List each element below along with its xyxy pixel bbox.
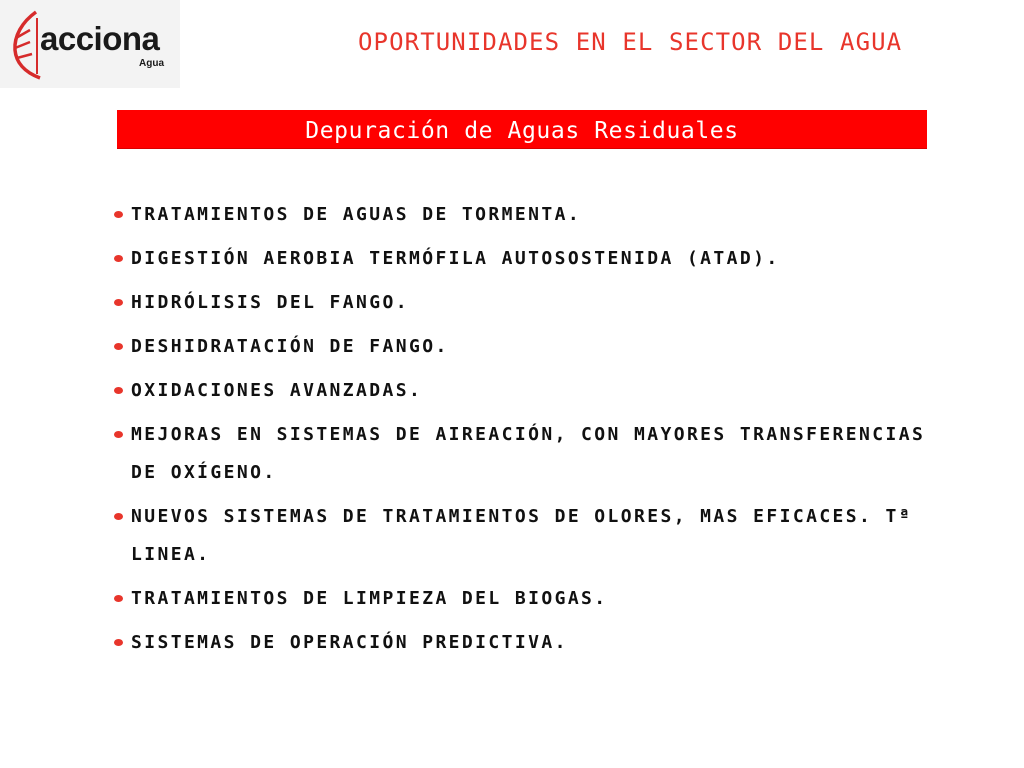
- bullet-text: MEJORAS EN SISTEMAS DE AIREACIÓN, CON MAYORES TRANSFERENCIAS DE OXÍGENO.: [131, 424, 926, 483]
- bullet-dot-icon: [114, 431, 123, 438]
- logo: [0, 0, 180, 88]
- logo-name: acciona: [40, 20, 160, 57]
- bullet-dot-icon: [114, 595, 123, 602]
- bullet-item: [112, 328, 962, 366]
- bullet-item: [112, 196, 962, 234]
- page-title: OPORTUNIDADES EN EL SECTOR DEL AGUA: [358, 28, 903, 56]
- bullet-dot-icon: [114, 299, 123, 306]
- bullet-dot-icon: [114, 343, 123, 350]
- bullet-item: [112, 240, 962, 278]
- bullet-item: [112, 580, 962, 618]
- bullet-text: TRATAMIENTOS DE LIMPIEZA DEL BIOGAS.: [131, 588, 608, 609]
- logo-subtitle: Agua: [139, 58, 164, 69]
- bullet-text: SISTEMAS DE OPERACIÓN PREDICTIVA.: [131, 632, 568, 653]
- bullet-dot-icon: [114, 513, 123, 520]
- bullet-item: [112, 416, 962, 492]
- bullet-dot-icon: [114, 639, 123, 646]
- bullet-text: OXIDACIONES AVANZADAS.: [131, 380, 423, 401]
- bullet-text: DIGESTIÓN AEROBIA TERMÓFILA AUTOSOSTENIDA (ATAD).: [131, 248, 780, 269]
- bullet-item: [112, 372, 962, 410]
- bullet-dot-icon: [114, 211, 123, 218]
- bullet-text: DESHIDRATACIÓN DE FANGO.: [131, 336, 449, 357]
- bullet-item: [112, 498, 962, 574]
- bullet-item: [112, 624, 962, 662]
- bullet-text: NUEVOS SISTEMAS DE TRATAMIENTOS DE OLORES, MAS EFICACES. Tª LINEA.: [131, 506, 912, 565]
- section-banner: [117, 110, 927, 148]
- bullet-text: TRATAMIENTOS DE AGUAS DE TORMENTA.: [131, 204, 582, 225]
- bullet-list: [112, 196, 962, 668]
- bullet-text: HIDRÓLISIS DEL FANGO.: [131, 292, 409, 313]
- bullet-item: [112, 284, 962, 322]
- bullet-dot-icon: [114, 255, 123, 262]
- section-title: Depuración de Aguas Residuales: [305, 118, 739, 144]
- bullet-dot-icon: [114, 387, 123, 394]
